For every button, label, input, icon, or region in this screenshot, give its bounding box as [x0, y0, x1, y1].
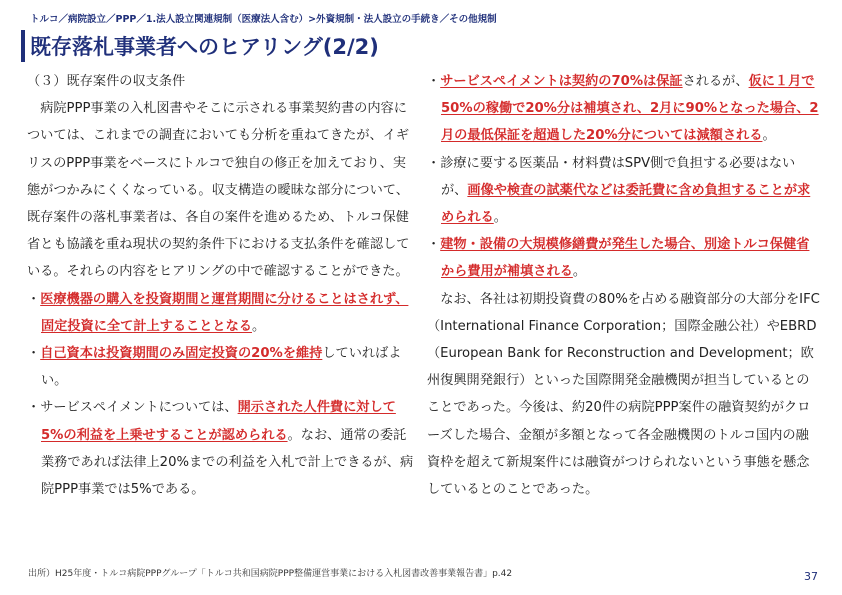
source-note: 出所）H25年度・トルコ病院PPPグループ「トルコ共和国病院PPP整備運営事業における入札図書改善事業報告書」p.42: [28, 569, 513, 579]
item-text: していればよい。: [41, 346, 402, 389]
closing-paragraph: なお、各社は初期投資費の80%を占める融資部分の大部分をIFC（International Finance Corporation；国際金融公社）やEBRD（European Bank for Reconstruction and Development；欧州復興開発銀行）といった国際開発金融機関が担当しているとのことであった。今後は、約20件の病院PPP案件の融資契約がクローズした場合、金額が多額となって各金融機関のトルコ国内の融資枠を超えて新規案件には融資がつけられないという事態を懸念しているとのことであった。: [427, 291, 820, 498]
title-accent-bar: [21, 30, 25, 62]
item-text: 。: [572, 264, 587, 280]
bullet: ・: [27, 400, 41, 416]
list-item: [27, 340, 417, 394]
item-text: サービスペイメントについては、: [40, 400, 238, 416]
item-text: 診療に要する医薬品・材料費はSPV側で負担する必要はないが、: [440, 155, 796, 198]
item-text: 。: [762, 128, 776, 144]
emphasis-text: 開示された人件費に対して5%の利益を上乗せすることが認められる: [41, 400, 396, 443]
list-item: [427, 231, 821, 285]
bullet: ・: [427, 237, 441, 253]
emphasis-text: 画像や検査の試薬代などは委託費に含め負担することが求められる: [441, 182, 811, 226]
emphasis-text: 仮に１月で50%の稼働で20%分は補填され、2月に90%となった場合、2月の最低保証を超過した20%分については減額される: [441, 74, 819, 144]
left-column: [27, 68, 417, 503]
list-item: [27, 286, 417, 340]
item-text: されるが、: [682, 74, 749, 89]
page-number: 37: [804, 570, 818, 583]
item-text: 。: [252, 318, 266, 334]
emphasis-text: 建物・設備の大規模修繕費が発生した場合、別途トルコ保健省から費用が補填される: [440, 237, 810, 280]
bullet: ・: [427, 74, 441, 89]
emphasis-text: 自己資本は投資期間のみ固定投資の20%を維持: [40, 346, 323, 362]
bullet: ・: [27, 346, 41, 362]
bullet: ・: [27, 291, 41, 307]
bullet: ・: [427, 155, 441, 171]
section-heading: （３）既存案件の収支条件: [27, 74, 186, 89]
emphasis-text: 医療機器の購入を投資期間と運営期間に分けることはされず、固定投資に全て計上することとなる: [40, 291, 409, 334]
list-item: [427, 68, 821, 150]
intro-paragraph: 病院PPP事業の入札図書やそこに示される事業契約書の内容については、これまでの調査においても分析を重ねてきたが、イギリスのPPP事業をベースにトルコで独自の修正を加えており、実態がつかみにくくなっている。収支構造の曖昧な部分について、既存案件の落札事業者は、各自の案件を進めるため、トルコ保健省とも協議を重ね現状の契約条件下における支払条件を確認している。それらの内容をヒアリングの中で確認することができた。: [27, 101, 410, 280]
list-item: [27, 394, 417, 503]
emphasis-text: サービスペイメントは契約の70%は保証: [440, 74, 683, 89]
item-text: 。なお、通常の委託業務であれば法律上20%までの利益を入札で計上できるが、病院PPP事業では5%である。: [41, 427, 414, 498]
page-title: 既存落札事業者へのヒアリング(2/2): [30, 35, 379, 59]
list-item: [427, 150, 821, 232]
right-column: [427, 68, 821, 503]
item-text: 。: [493, 210, 507, 226]
breadcrumb: トルコ／病院設立／PPP／1.法人設立関連規制（医療法人含む）>外資規制・法人設立の手続き／その他規制: [30, 14, 497, 25]
